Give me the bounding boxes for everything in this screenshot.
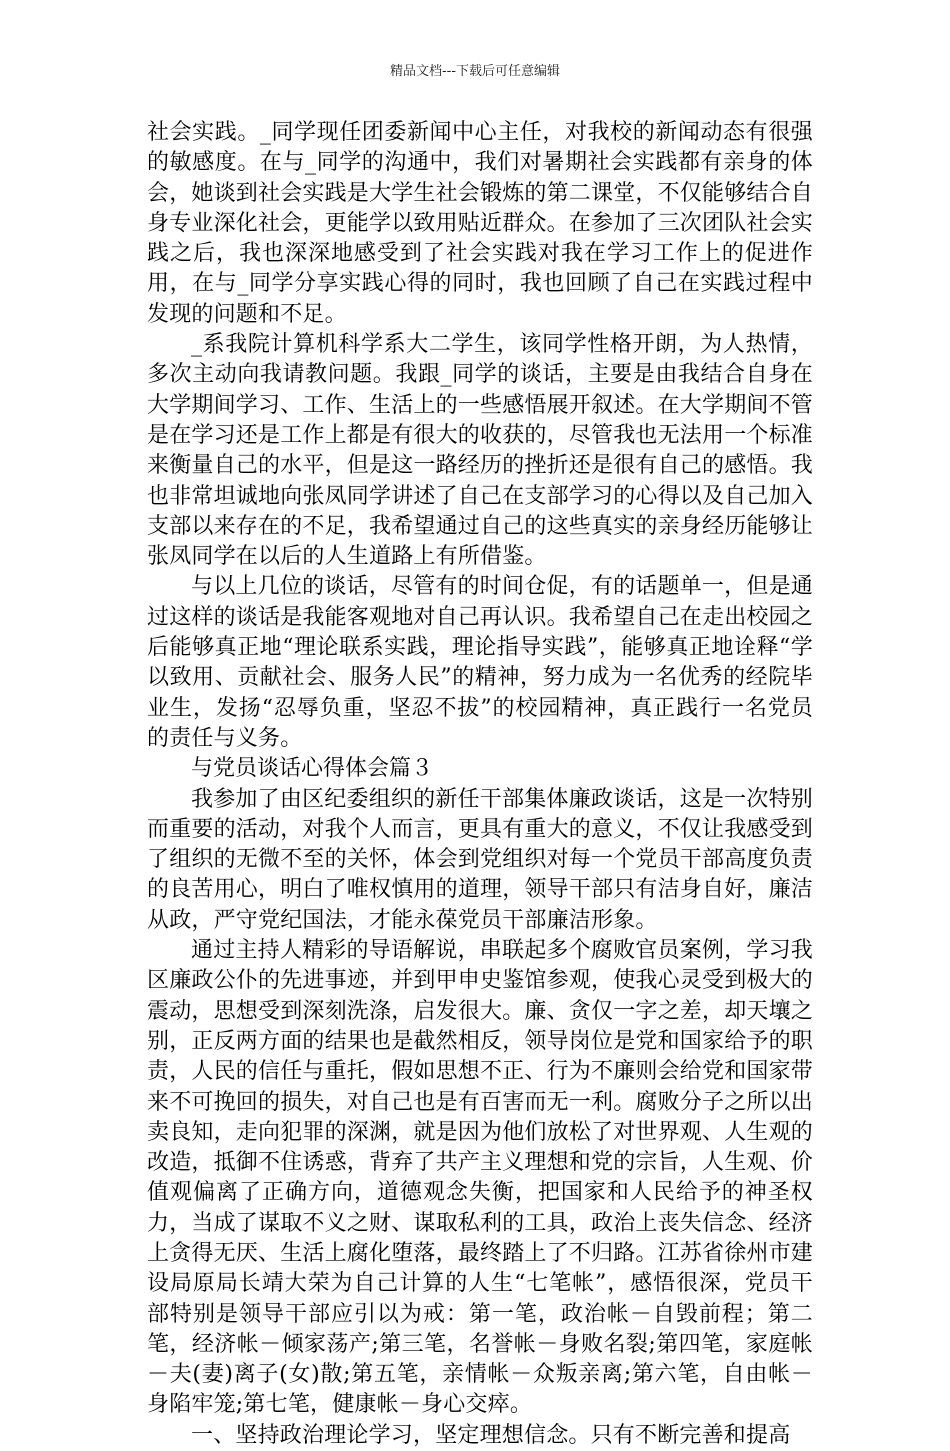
paragraph: 我参加了由区纪委组织的新任干部集体廉政谈话，这是一次特别而重要的活动，对我个人而言，更具有重大的意义，不仅让我感受到了组织的无微不至的关怀，体会到党组织对每一个党员干部高度负责的良苦用心，明白了唯权慎用的道理，领导干部只有洁身自好，廉洁从政，严守党纪国法，才能永葆党员干部廉洁形象。 [147, 786, 814, 933]
paragraph: 通过主持人精彩的导语解说，串联起多个腐败官员案例，学习我区廉政公仆的先进事迹，并到甲申史鉴馆参观，使我心灵受到极大的震动，思想受到深刻洗涤，启发很大。廉、贪仅一字之差，却天壤之别，正反两方面的结果也是截然相反，领导岗位是党和国家给予的职责，人民的信任与重托，假如思想不正、行为不廉则会给党和国家带来不可挽回的损失，对自己也是有百害而无一利。腐败分子之所以出卖良知，走向犯罪的深渊，就是因为他们放松了对世界观、人生观的改造，抵御不住诱惑，背弃了共产主义理想和党的宗旨，人生观、价值观偏离了正确方向，道德观念失衡，把国家和人民给予的神圣权力，当成了谋取不义之财、谋取私利的工具，政治上丧失信念、经济上贪得无厌、生活上腐化堕落，最终踏上了不归路。江苏省徐州市建设局原局长靖大荣为自己计算的人生“七笔帐”，感悟很深，党员干部特别是领导干部应引以为戒：第一笔，政治帐－自毁前程；第二笔，经济帐－倾家荡产;第三笔，名誉帐－身败名裂;第四笔，家庭帐－夫(妻)离子(女)散;第五笔，亲情帐－众叛亲离;第六笔，自由帐－身陷牢笼;第七笔，健康帐－身心交瘁。 [147, 938, 814, 1418]
section-heading: 与党员谈话心得体会篇３ [191, 756, 434, 782]
paragraph-continued: 社会实践。_同学现任团委新闻中心主任，对我校的新闻动态有很强的敏感度。在与_同学的沟通中，我们对暑期社会实践都有亲身的体会，她谈到社会实践是大学生社会锻炼的第二课堂，不仅能够结合自身专业深化社会，更能学以致用贴近群众。在参加了三次团队社会实践之后，我也深深地感受到了社会实践对我在学习工作上的促进作用，在与_同学分享实践心得的同时，我也回顾了自己在实践过程中发现的问题和不足。 [147, 120, 814, 327]
paragraph: 与以上几位的谈话，尽管有的时间仓促，有的话题单一，但是通过这样的谈话是我能客观地对自己再认识。我希望自己在走出校园之后能够真正地“理论联系实践，理论指导实践”，能够真正地诠释“学以致用、贡献社会、服务人民”的精神，努力成为一名优秀的经院毕业生，发扬“忍辱负重，坚忍不拔”的校园精神，真正践行一名党员的责任与义务。 [147, 574, 814, 751]
page-header: 精品文档---下载后可任意编辑 [389, 64, 561, 79]
paragraph: 一、坚持政治理论学习，坚定理想信念。只有不断完善和提高 [191, 1422, 791, 1448]
document-body [147, 118, 813, 1451]
paragraph: _系我院计算机科学系大二学生，该同学性格开朗，为人热情，多次主动向我请教问题。我跟_同学的谈话，主要是由我结合自身在大学期间学习、工作、生活上的一些感悟展开叙述。在大学期间不管是在学习还是工作上都是有很大的收获的，尽管我也无法用一个标准来衡量自己的水平，但是这一路经历的挫折还是很有自己的感悟。我也非常坦诚地向张凤同学讲述了自己在支部学习的心得以及自己加入支部以来存在的不足，我希望通过自己的这些真实的亲身经历能够让张凤同学在以后的人生道路上有所借鉴。 [147, 332, 814, 570]
